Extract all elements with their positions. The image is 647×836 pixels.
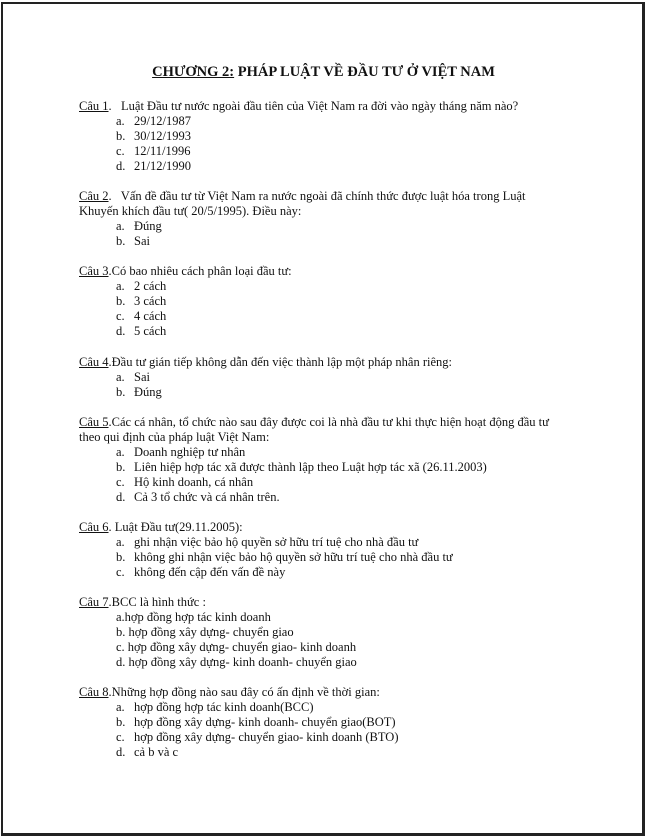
option-marker: c. <box>116 565 125 579</box>
question-label: Câu 7 <box>79 595 109 609</box>
question-3 <box>79 264 559 339</box>
question-text: Những hợp đồng nào sau đây có ấn định về thời gian: <box>111 685 380 699</box>
question-separator: . <box>108 685 112 699</box>
option-c <box>79 730 559 745</box>
question-stem <box>79 595 559 610</box>
question-text: Luật Đầu tư nước ngoài đầu tiên của Việt Nam ra đời vào ngày tháng năm nào? <box>121 99 519 113</box>
option-marker: b. <box>116 385 126 399</box>
option-text: Đúng <box>134 385 162 399</box>
page-title <box>0 64 647 81</box>
option-marker: a. <box>116 114 125 128</box>
option-a <box>79 700 559 715</box>
option-b: b. hợp đồng xây dựng- chuyển giao <box>116 625 294 639</box>
question-label: Câu 8 <box>79 685 109 699</box>
option-marker: a. <box>116 700 125 714</box>
question-stem <box>79 264 559 279</box>
question-label: Câu 4 <box>79 355 109 369</box>
option-marker: a. <box>116 445 125 459</box>
question-separator: . <box>108 99 122 113</box>
question-stem <box>79 189 559 219</box>
option-text: Hộ kinh doanh, cá nhân <box>134 475 254 489</box>
option-c: c. hợp đồng xây dựng- chuyển giao- kinh doanh <box>116 640 357 654</box>
question-7 <box>79 595 559 670</box>
option-text: hợp đồng hợp tác kinh doanh(BCC) <box>134 700 314 714</box>
question-stem <box>79 685 559 700</box>
option-text: Đúng <box>134 219 162 233</box>
option-b <box>79 294 559 309</box>
question-label: Câu 6 <box>79 520 109 534</box>
option-text: Doanh nghiệp tư nhân <box>134 445 246 459</box>
option-marker: a. <box>116 370 125 384</box>
option-a <box>79 219 559 234</box>
option-marker: d. <box>116 324 126 338</box>
option-text: 3 cách <box>134 294 167 308</box>
option-d: d. hợp đồng xây dựng- kinh doanh- chuyển giao <box>116 655 357 669</box>
option-text: ghi nhận việc bảo hộ quyền sở hữu trí tuệ cho nhà đầu tư <box>134 535 419 549</box>
option-c <box>79 309 559 324</box>
option-d <box>79 745 559 760</box>
option-marker: b. <box>116 294 126 308</box>
question-label: Câu 2 <box>79 189 109 203</box>
option-text: 4 cách <box>134 309 167 323</box>
option-b <box>79 234 559 249</box>
option-c <box>79 475 559 490</box>
options-list <box>79 535 559 580</box>
question-1 <box>79 99 559 174</box>
option-text: Sai <box>134 370 150 384</box>
options-list <box>79 279 559 339</box>
option-marker: b. <box>116 550 126 564</box>
option-text: 5 cách <box>134 324 167 338</box>
question-separator: . <box>108 355 112 369</box>
option-c <box>79 565 559 580</box>
question-label: Câu 3 <box>79 264 109 278</box>
option-text: hợp đồng xây dựng- kinh doanh- chuyển giao(BOT) <box>134 715 396 729</box>
option-a <box>79 370 559 385</box>
option-a <box>79 445 559 460</box>
options-list <box>79 445 559 505</box>
option-marker: d. <box>116 159 126 173</box>
question-stem <box>79 99 559 114</box>
option-b <box>79 715 559 730</box>
chapter-label: CHƯƠNG 2: <box>152 64 235 80</box>
option-text: 21/12/1990 <box>134 159 191 173</box>
question-text: Có bao nhiêu cách phân loại đầu tư: <box>111 264 292 278</box>
question-text: Các cá nhân, tổ chức nào sau đây được coi là nhà đầu tư khi thực hiện hoạt động đầu tư theo qui định của pháp luật Việt Nam: <box>79 415 549 444</box>
question-stem <box>79 415 559 445</box>
question-text: Vấn đề đầu tư từ Việt Nam ra nước ngoài đã chính thức được luật hóa trong Luật Khuyến khích đầu tư( 20/5/1995). Điều này: <box>79 189 526 218</box>
option-b <box>79 460 559 475</box>
question-2 <box>79 189 559 249</box>
question-separator: . <box>108 595 112 609</box>
question-separator: . <box>108 415 112 429</box>
option-text: 2 cách <box>134 279 167 293</box>
question-label: Câu 5 <box>79 415 109 429</box>
options-list <box>79 219 559 249</box>
option-b <box>79 550 559 565</box>
question-stem <box>79 520 559 535</box>
option-marker: d. <box>116 745 126 759</box>
option-marker: d. <box>116 490 126 504</box>
options-list <box>79 700 559 760</box>
question-text: BCC là hình thức : <box>111 595 206 609</box>
option-a: a.hợp đồng hợp tác kinh doanh <box>116 610 271 624</box>
option-marker: b. <box>116 234 126 248</box>
question-6 <box>79 520 559 580</box>
chapter-title: PHÁP LUẬT VỀ ĐẦU TƯ Ở VIỆT NAM <box>234 64 495 80</box>
option-d <box>79 159 559 174</box>
question-separator: . <box>108 264 112 278</box>
option-marker: c. <box>116 144 125 158</box>
option-marker: c. <box>116 730 125 744</box>
option-marker: a. <box>116 219 125 233</box>
option-a <box>79 114 559 129</box>
question-stem <box>79 355 559 370</box>
option-text: Cả 3 tổ chức và cá nhân trên. <box>134 490 280 504</box>
option-text: hợp đồng xây dựng- chuyển giao- kinh doanh (BTO) <box>134 730 399 744</box>
option-b <box>79 129 559 144</box>
option-a <box>79 535 559 550</box>
option-text: Sai <box>134 234 150 248</box>
option-d <box>79 324 559 339</box>
question-text: Đầu tư gián tiếp không dẫn đến việc thành lập một pháp nhân riêng: <box>111 355 453 369</box>
option-text: 12/11/1996 <box>134 144 191 158</box>
option-marker: b. <box>116 715 126 729</box>
question-separator: . <box>108 189 121 203</box>
option-text: không đến cập đến vấn đề này <box>134 565 286 579</box>
question-4 <box>79 355 559 400</box>
option-text: 30/12/1993 <box>134 129 191 143</box>
question-label: Câu 1 <box>79 99 109 113</box>
options-list <box>79 370 559 400</box>
option-a <box>79 279 559 294</box>
question-separator: . <box>108 520 115 534</box>
question-5 <box>79 415 559 505</box>
option-marker: c. <box>116 475 125 489</box>
option-text: cả b và c <box>134 745 179 759</box>
options-list <box>79 114 559 174</box>
option-c <box>79 144 559 159</box>
question-8 <box>79 685 559 760</box>
option-marker: a. <box>116 535 125 549</box>
option-marker: b. <box>116 129 126 143</box>
option-b <box>79 385 559 400</box>
option-d <box>79 490 559 505</box>
option-text: 29/12/1987 <box>134 114 191 128</box>
option-marker: c. <box>116 309 125 323</box>
option-marker: b. <box>116 460 126 474</box>
option-marker: a. <box>116 279 125 293</box>
option-text: Liên hiệp hợp tác xã được thành lập theo Luật hợp tác xã (26.11.2003) <box>134 460 487 474</box>
option-text: không ghi nhận việc bảo hộ quyền sở hữu trí tuệ cho nhà đầu tư <box>134 550 453 564</box>
question-text: Luật Đầu tư(29.11.2005): <box>114 520 243 534</box>
